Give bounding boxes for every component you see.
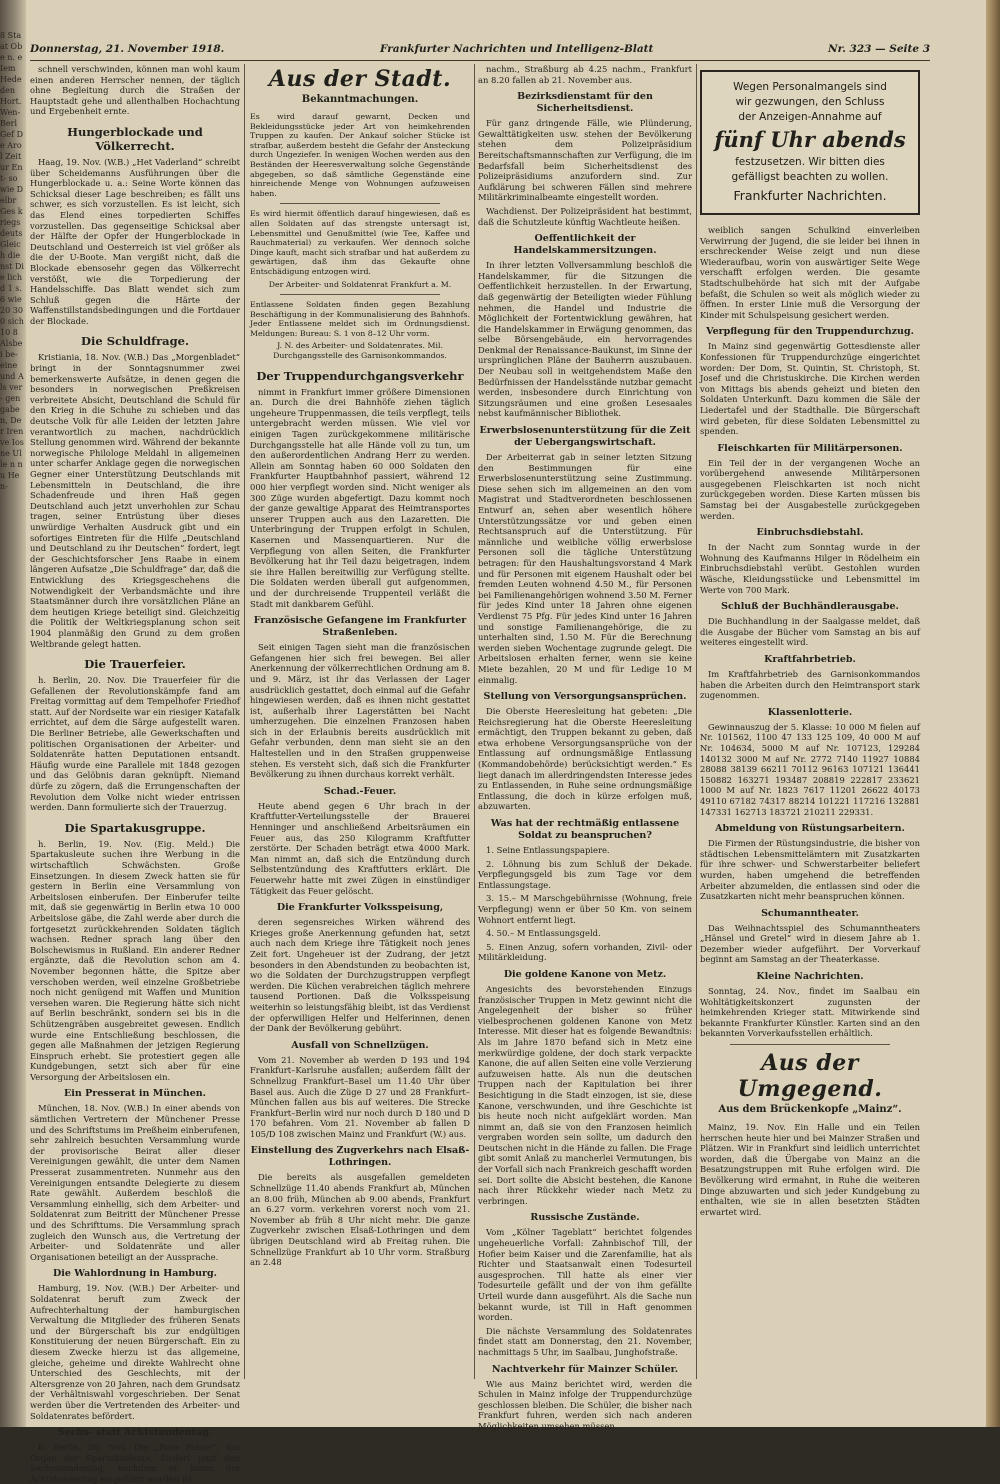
list-item: 1. Seine Entlassungspapiere.: [486, 845, 610, 856]
article-text: In Mainz sind gegenwärtig Gottesdienste aller Konfessionen für Truppendurchzüge eingerichtet worden: Der Dom, St. Quintin, St. Christoph, St. Josef und die Christuskirche. Die Kirchen werden von Mittags bis abends geheizt und bieten den Soldaten Unterkunft. Dazu kommen die Säle der Liedertafel und der Stadthalle. Die Bürgerschaft wird gebeten, für diese Soldaten Lebensmittel zu spenden.: [700, 341, 920, 437]
article-text: Mainz, 19. Nov. Ein Halle und ein Teilen herrschen heute hier und bei Mainzer Straßen und Plätzen. Wir in Frankfurt sind leidlich unterrichtet worden, daß die Übergabe von Mainz an die Besatzungstruppen mit Ruhe erfolgen wird. Die Bevölkerung wird ermahnt, in Ruhe die weiteren Dinge abzuwarten und sich jeder Kundgebung zu enthalten, wie sie in allen besetzten Städten erwartet wird.: [700, 1122, 920, 1217]
column-rule: [244, 64, 245, 1379]
article-heading: Ein Presserat in München.: [64, 1088, 206, 1100]
list-item: 4. 50.– M Entlassungsgeld.: [486, 928, 601, 939]
header-page-number: Nr. 323 — Seite 3: [828, 43, 930, 55]
article-heading: Französische Gefangene im Frankfurter Straßenleben.: [253, 615, 467, 639]
article-text: Sonntag, 24. Nov., findet im Saalbau ein Wohltätigkeitskonzert zugunsten der heimkehrenden Krieger statt. Mitwirkende sind bekannte Frankfurter Künstler. Karten sind an den bekannten Vorverkaufsstellen erhältlich.: [700, 986, 920, 1039]
article-heading: Fleischkarten für Militärpersonen.: [717, 442, 903, 454]
article-heading: Die goldene Kanone von Metz.: [503, 968, 667, 980]
article-text: Seit einigen Tagen sieht man die französischen Gefangenen hier sich frei bewegen. Bei aller Anerkennung der völkerrechtlichen Ordnung am 8. und 9. März, ist ihr das Verlassen der Lager ausdrücklich gestattet, doch einmal auf die Gefahr hingewiesen werden, daß es ihnen nicht gestattet ist, außerhalb ihrer Lagerstätten bei Nacht umherzugehen. Die einzelnen Franzosen haben sich in der Erlaubnis bereits ausdrücklich mit Gefahr verbunden, denn man sieht sie an den Haltestellen und in den Straßen gruppenweise stehen. Es versteht sich, daß sich die Frankfurter Bevölkerung zu ihnen durchaus korrekt verhält.: [250, 642, 470, 780]
section-subtitle: Aus dem Brückenkopfe „Mainz“.: [718, 1104, 902, 1116]
column-rule: [474, 64, 475, 1379]
article-text: deren segensreiches Wirken während des Krieges große Anerkennung gefunden hat, setzt auch nach dem Kriege ihre Tätigkeit noch jenes Zeit fort. Ungeheuer ist der Zudrang, der jetzt besonders in den Abendstunden zu beobachten ist, wo die Soldaten der Durchzugstruppen verpflegt werden. Die Küchen verabreichen täglich mehrere tausend Portionen. Daß die Volksspeisung weiterhin so leistungsfähig bleibt, ist das Verdienst der opferwilligen Helfer und Helferinnen, denen der Dank der Bevölkerung gebührt.: [250, 917, 470, 1034]
ad-brand: Frankfurter Nachrichten.: [733, 188, 887, 203]
article-text: Vom 21. November ab werden D 193 und 194 Frankfurt–Karlsruhe ausfallen; außerdem fällt der Schnellzug Frankfurt–Basel um 11.40 Uhr über Basel aus. Auch die Züge D 27 und 28 Frankfurt–München fallen aus bis auf weiteres. Die Strecke Frankfurt–Berlin wird nur noch durch D 180 und D 170 befahren. Vom 21. November ab fallen D 105/D 108 zwischen Mainz und Frankfurt (W.) aus.: [250, 1054, 470, 1139]
article-text: nachm., Straßburg ab 4.25 nachm., Frankfurt an 8.20 fallen ab 21. November aus.: [478, 64, 692, 85]
article-heading: Klassenlotterie.: [767, 706, 853, 718]
article-text: Die Oberste Heeresleitung hat gebeten: „Die Reichsregierung hat die Oberste Heeresleitung ermächtigt, den Truppen bekannt zu geben, daß etwa erhobene Versorgungsansprüche von der Entlassung auf ordnungsmäßige Entlassung (Kommandobehörde) berücksichtigt werden.“ Es liegt danach im allerdringendsten Interesse jedes zu Entlassenden, in Ruhe seine ordnungsmäßige Entlassung, die doch in kürze erfolgen muß, abzuwarten.: [478, 706, 692, 812]
article-heading: Abmeldung von Rüstungsarbeitern.: [715, 823, 905, 835]
separator: [730, 1044, 890, 1045]
article-text: h. Berlin, 20. Nov. Die Trauerfeier für die Gefallenen der Revolutionskämpfe fand am Freitag vormittag auf dem Tempelhofer Friedhof statt. Auf der Nordseite war ein riesiger Katafalk errichtet, auf dem die Särge aufgestellt waren. Die Berliner Betriebe, alle Gewerkschaften und politischen Organisationen der Arbeiter- und Soldatenräte hatten Deputationen entsandt. Häufig wurde eine Parallele mit 1848 gezogen und das Gelöbnis daran geknüpft. Niemand dürfe zu zögern, daß die Errungenschaften der Revolution dem Volke nicht wieder entrissen werden. Dann formulierte sich der Trauerzug.: [30, 675, 240, 813]
separator: [280, 203, 440, 204]
ad-line: festzusetzen. Wir bitten dies: [735, 156, 885, 168]
column-1: [30, 64, 240, 1484]
notice-text: Es wird hiermit öffentlich darauf hingewiesen, daß es allen Soldaten auf das strengste untersagt ist, Lebensmittel und Genußmittel (wie Tee, Kaffee und Rauchmaterial) zu verkaufen. Wer dennoch solche Dinge kauft, macht sich strafbar und hat außerdem zu gewärtigen, daß ihm das Gekaufte ohne Entschädigung entzogen wird.: [250, 209, 470, 276]
notice-signature: J. N. des Arbeiter- und Soldatenrates. Mil. Durchgangsstelle des Garnisonkommandos.: [273, 341, 447, 361]
article-heading: Schluß der Buchhändlerausgabe.: [721, 601, 899, 613]
article-text: Wie aus Mainz berichtet wird, werden die Schulen in Mainz infolge der Truppendurchzüge geschlossen bleiben. Die Schüler, die bisher nach Frankfurt fuhren, werden sich nach anderen Möglichkeiten umsehen müssen.: [478, 1378, 692, 1431]
separator: [280, 294, 440, 295]
article-heading: Stellung von Versorgungsansprüchen.: [483, 691, 687, 703]
article-heading: Kraftfahrbetrieb.: [764, 654, 856, 665]
notice-text: Entlassene Soldaten finden gegen Bezahlung Beschäftigung in der Kommunalisierung des Bahnhofs. Jeder Entlassene meldet sich im Ordnungsdienst. Meldungen: Bureau: S. 1 von 8–12 Uhr vorm.: [250, 300, 470, 338]
column-3: [478, 64, 692, 1431]
article-heading: Was hat der rechtmäßig entlassene Soldat zu beanspruchen?: [490, 818, 680, 842]
article-heading: Nachtverkehr für Mainzer Schüler.: [491, 1363, 679, 1375]
article-text: Ein Teil der in der vergangenen Woche an vorübergehend anwesende Militärpersonen ausgegebenen Fleischkarten ist noch nicht zurückgegeben worden. Diese Karten müssen bis Samstag bei der Ausgabestelle zurückgegeben werden.: [700, 457, 920, 521]
header-masthead: Frankfurter Nachrichten und Intelligenz-Blatt: [380, 43, 654, 55]
article-heading: Verpflegung für den Truppendurchzug.: [706, 326, 914, 338]
article-text: Haag, 19. Nov. (W.B.) „Het Vaderland“ schreibt über Scheidemanns Ausführungen über die Hungerblockade u. a.: Seine Worte können das Schicksal dieser Lage beschreiben; es fällt uns schwer, es sich vorzustellen. Es ist leicht, sich das Elend eines torpedierten Schiffes vorzustellen. Das gegenseitige Schicksal aber der Hälfte der Opfer der Hungerblockade in Deutschland und Oesterreich ist viel größer als die der U-Boote. Man vergißt nicht, daß die Blockade ebensosehr gegen das Völkerrecht verstößt, wie die Torpedierung der Handelsschiffe. Das Blatt wendet sich zum Schluß gegen die Härte der Waffenstillstandsbedingungen und die Fortdauer der Blockade.: [30, 156, 240, 326]
article-heading: Ausfall von Schnellzügen.: [291, 1039, 429, 1051]
article-heading: Schumanntheater.: [761, 907, 859, 919]
article-heading: Russische Zustände.: [530, 1212, 640, 1224]
article-heading: Sechs- statt Achtstundentag.: [57, 1427, 213, 1439]
article-text: weiblich sangen Schulkind einverleiben Verwirrung der Jugend, die sie leider bei ihnen in erschreckender Weise zeigt und nun diese Wiederaufbau, worin von auswärtiger Seite Wege verschafft erfolgen werden. Die gesamte Stadtschulbehörde hat sich mit der Aufgabe befaßt, die Schulen so weit als möglich wieder zu öffnen. In erster Linie muß die Versorgung der Kinder mit Schulspeisung gesichert werden.: [700, 225, 920, 320]
article-text: Die bereits als ausgefallen gemeldeten Schnellzüge 11.40 abends Frankfurt ab, München an 8.00 früh, München ab 9.00 abends, Frankfurt an 6.27 vorm. verkehren vorerst noch vom 21. November ab früh 8 Uhr nicht mehr. Die ganze Zugverkehr zwischen Elsaß-Lothringen und dem übrigen Deutschland wird ab Freitag ruhen. Die Schnellzüge Frankfurt ab 10 Uhr vorm. Straßburg an 2.48: [250, 1172, 470, 1268]
ad-line: Wegen Personalmangels sind: [733, 81, 887, 93]
ad-line: der Anzeigen-Annahme auf: [738, 111, 882, 123]
article-heading: Die Spartakusgruppe.: [64, 820, 206, 835]
list-item: 2. Löhnung bis zum Schluß der Dekade. Verpflegungsgeld bis zum Tage vor dem Entlassungstage.: [478, 858, 692, 890]
article-text: Heute abend gegen 6 Uhr brach in der Kraftfutter-Verteilungsstelle der Brauerei Henninger und anschließend Arbeitsräumen ein Feuer aus, das 250 Kilogramm Kraftfutter zerstörte. Der Schaden beträgt etwa 4000 Mark. Man nimmt an, daß sich die Entzündung durch Selbstentzündung des Kraftfutters erklärt. Die Feuerwehr hatte mit zwei Zügen in einstündiger Tätigkeit das Feuer gelöscht.: [250, 800, 470, 896]
list-item: 3. 15.– M Marschgebührnisse (Wohnung, freie Verpflegung) wenn er über 50 Km. von seinem Wohnort entfernt liegt.: [478, 893, 692, 925]
column-2: [250, 64, 470, 1379]
article-heading: Erwerbslosenunterstützung für die Zeit der Uebergangswirtschaft.: [479, 425, 691, 449]
notice-text: Es wird darauf gewarnt, Decken und Bekleidungsstücke jeder Art von heimkehrenden Truppen zu kaufen. Der Ankauf solcher Stücke ist strafbar, außerdem besteht die Gefahr der Ansteckung durch Ungeziefer. In wenigen Wochen werden aus den Beständen der Heeresverwaltung solche Gegenstände abgegeben, so daß sämtliche Gegenstände eine hinreichende Menge von Wohnungen aufzuweisen haben.: [250, 112, 470, 198]
column-4: [700, 64, 920, 1379]
article-text: h. Berlin, 20. Nov. Die „Rote Fahne“, das Organ der Spartakusleute, fordert jetzt den Sechsstundentag, nachdem er kaum der Achtstundentag eingeführt worden ist.: [30, 1442, 240, 1484]
article-text: Angesichts des bevorstehenden Einzugs französischer Truppen in Metz gewinnt nicht die Angelegenheit der bisher so früher vielbesprochenen goldenen Kanone von Metz Interesse. Mit dieser hat es folgende Bewandtnis: Als im Jahre 1870 befand sich in Metz eine merkwürdige goldene, der doch stark verpackte Kanone, die auf allen Seiten eine volle Verzierung aufzuweisen hatte. Als nun die deutschen Truppen nach der Kapitulation bei ihrer Besichtigung in die Stadt einzogen, ist sie, diese Kanone, verschwunden, und ihre Geschichte ist bis heute noch nicht aufgeklärt worden. Man nimmt an, daß sie von den Franzosen heimlich vergraben worden sein sollte, um dadurch den Deutschen nicht in die Hände zu fallen. Die Frage gibt somit Anlaß zu mancherlei Vermutungen, bis der Vorfall sich nach Frankreich geschafft worden sei. Dort sollte die Absicht bestehen, die Kanone nach ihrer Rückkehr wieder nach Metz zu verbringen.: [478, 983, 692, 1206]
article-text: In ihrer letzten Vollversammlung beschloß die Handelskammer, für die Sitzungen die Oeffentlichkeit herzustellen. In der Erwartung, daß gegenwärtig der Beteiligten wieder Fühlung nehmen, die Handel und Industrie die Möglichkeit der Fortentwicklung gewähren, hat die Handelskammer in Erwägung genommen, das selbe Börsengebäude, ein hervorragendes Denkmal der Renaissance-Baukunst, im Sinne der ursprünglichen Pläne der Bauherrn auszubauen. Der Neubau soll in weitgehendstem Maße den Bedürfnissen der Handelsstände nutzbar gemacht werden, insbesondere durch Einrichtung von Sitzungsräumen und eine großen Lesesaales nebst kaufmännischer Bibliothek.: [478, 260, 692, 419]
ad-line: wir gezwungen, den Schluss: [735, 96, 885, 108]
section-title: Aus der Stadt.: [268, 66, 452, 92]
article-text: nimmt in Frankfurt immer größere Dimensionen an. Durch die drei Bahnhöfe ziehen täglich ungeheure Truppenmassen, die teils verpflegt, teils untergebracht werden müssen. Wie viel vor einigen Tagen zurückgekommene militärische Durchgangsstelle hat alle Hände voll zu tun, um den außerordentlichen Andrang Herr zu werden. Allein am Sonntag haben 60 000 Soldaten den Frankfurter Hauptbahnhof passiert, während 12 000 hier verpflegt worden sind. Nicht weniger als 300 Züge wurden abgefertigt. Dazu kommt noch der ganze gewaltige Apparat des Heimtransportes unserer Truppen auch aus den Lazaretten. Die Unterbringung der Truppen erfolgt in Schulen, Kasernen und Massenquartieren. Nur die Verpflegung von allen Seiten, die Frankfurter Bevölkerung hat ihr Teil dazu beigetragen, indem sie ihre Hallen bereitwillig zur Verfügung stellte. Die Soldaten werden überall gut aufgenommen, und der durchreisende Truppenteil verläßt die Stadt mit dankbarem Gefühl.: [250, 386, 470, 609]
section-title: Aus der Umgegend.: [737, 1050, 883, 1103]
article-text: Das Weihnachtsspiel des Schumanntheaters „Hänsel und Gretel“ wird in diesem Jahre ab 1. Dezember wieder aufgeführt. Der Vorverkauf beginnt am Samstag an der Theaterkasse.: [700, 922, 920, 965]
ad-headline: fünf Uhr abends: [714, 127, 906, 152]
article-heading: Die Wahlordnung in Hamburg.: [53, 1268, 217, 1280]
article-text: Für ganz dringende Fälle, wie Plünderung, Gewalttätigkeiten usw. stehen der Bevölkerung stehen dem Polizeipräsidium Bereitschaftsmannschaften zur Verfügung, die im Bedarfsfall beim Sicherheitsdienst des Polizeipräsidiums anzufordern sind. Zur Aufklärung bei schweren Fällen sind mehrere Militärkriminalbeamte eingestellt worden.: [478, 118, 692, 203]
article-text: Wachdienst. Der Polizeipräsident hat bestimmt, daß die Schutzleute künftig Wachtleute heißen.: [478, 205, 692, 227]
article-text: In der Nacht zum Sonntag wurde in der Wohnung des Kaufmanns Hilger in Rödelheim ein Einbruchsdiebstahl verübt. Gestohlen wurden Wäsche, Kleidungsstücke und Lebensmittel im Werte von 700 Mark.: [700, 542, 920, 595]
article-text: Die Firmen der Rüstungsindustrie, die bisher von städtischen Lebensmittelämtern mit Zusatzkarten für ihre schwer- und Schwerstarbeiter beliefert wurden, haben umgehend die betreffenden Arbeiter abzumelden, die entlassen sind oder die Zusatzkarten nicht mehr beanspruchen können.: [700, 838, 920, 902]
notice-signature: Der Arbeiter- und Soldatenrat Frankfurt a. M.: [268, 279, 452, 289]
article-heading: Kleine Nachrichten.: [756, 971, 864, 983]
section-subtitle: Bekanntmachungen.: [301, 94, 419, 105]
article-text: Vom „Kölner Tageblatt“ berichtet folgendes ungeheuerliche Vorfall: Zahnbischof Till, der Hofier beim Kaiser und die Zarenfamilie, hat als Richter und Staatsanwalt einen Todesurteil ausgesprochen. Till hatte als einer vier Todesurteile gefällt und der von ihm gefällte Urteil wurde dann ausgeführt. Als die Sache nun bekannt wurde, ist Till in Haft genommen worden.: [478, 1227, 692, 1323]
article-text: schnell verschwinden, können man wohl kaum einen anderen Herrscher nennen, der täglich ohne Begleitung durch die Straßen der Hauptstadt gehe und allenthalben Hochachtung und Ergebenheit ernte.: [30, 64, 240, 117]
article-heading: Bezirksdienstamt für den Sicherheitsdienst.: [517, 91, 653, 115]
article-heading: Die Schuldfrage.: [81, 334, 189, 349]
article-heading: Die Trauerfeier.: [84, 657, 186, 672]
column-rule: [696, 64, 697, 1379]
article-heading: Einbruchsdiebstahl.: [756, 527, 864, 539]
ad-line: gefälligst beachten zu wollen.: [731, 171, 889, 183]
article-heading: Hungerblockade und Völkerrecht.: [67, 124, 203, 153]
article-text: Im Kraftfahrbetrieb des Garnisonkommandos haben die Arbeiten durch den Heimtransport stark zugenommen.: [700, 669, 920, 701]
article-heading: Die Frankfurter Volksspeisung,: [276, 902, 444, 914]
previous-page-margin-text: 8 Staat Obe n. e Iem Hede den Hort. Wen- Berl Gef De Arol Zeitur Ent- sowie Delbr Ges kriegs deuts Gleich dienst Die lich d 1 s. 6 wie 20 300 sich 10 8 Alsbei be- eine und Als ver- gen gabe n, Der Iren ve Iosne Ulle n nu Hen-: [0, 31, 24, 491]
article-heading: Oeffentlichkeit der Handelskammersitzungen.: [513, 233, 657, 257]
article-text: München, 18. Nov. (W.B.) In einer abends von sämtlichen Vertretern der Münchener Presse und des Schriftstums im Preßheim einberufenen, sehr zahlreich besuchten Versammlung wurde der provisorische Beirat aller dieser Vereinigungen gewählt, die unter dem Namen Presserat zusammentreten. Nunmehr aus den Vereinigungen entsandte Delegierte zu diesem Rate gewählt. Außerdem beschloß die Versammlung einhellig, sich dem Arbeiter- und Soldatenrat zum Beitritt der Münchener Presse und des Schrifttums. Die Versammlung sprach zugleich den Wunsch aus, die Vertretung der Arbeiter- und Soldatenräte und aller Organisationen beteiligt an der Aussprache.: [30, 1103, 240, 1262]
article-text: h. Berlin, 19. Nov. (Eig. Meld.) Die Spartakusleute suchen ihre Werbung in die wirtschaftlich Schwächsten. Große Einsetzungen. In diesem Zweck hatten sie für gestern in Berlin eine Versammlung von Arbeitslosen einberufen. Der Einberufer teilte mit, daß sie gegenwärtig in Berlin etwa 10 000 Arbeitslose gäbe, die Zahl werde aber durch die fortgesetzt zurückkehrenden Soldaten täglich wachsen. Redner sprach lang über den Bolschewismus in Rußland. Ein anderer Redner ergänzte, daß die Revolution schon am 4. November begonnen hätte, die Spitze aber verschoben werden, weil einzelne Großbetriebe noch nicht genügend mit Waffen und Munition versehen waren. Die Regierung hätte sich nicht auf Berlin beschränkt, sondern sei bis in die Schützengräben ausgebreitet gewesen. Endlich wurde eine Entschließung beschlossen, die gegen alle Maßnahmen der jetzigen Regierung Einspruch erhebt. Sie protestiert gegen alle Kundgebungen, setzt sich aber für eine Versorgung der Arbeitslosen ein.: [30, 838, 240, 1082]
page-header: [30, 40, 930, 61]
article-text: Der Arbeiterrat gab in seiner letzten Sitzung den Bestimmungen für eine Erwerbslosenunterstützung seine Zustimmung. Diese sehen sich im allgemeinen an den vom Magistrat und Stadtverordneten beschlossenen Entwurf an, sehen aber wesentlich höhere Unterstützungssätze vor und geben einen Rechtsanspruch auf die Unterstützung. Für männliche und weibliche völlig erwerbslose Personen soll die tägliche Unterstützung betragen: für den Haushaltungsvorstand 4 Mark und für Personen mit eigenem Haushalt oder bei fremden Leuten wohnend 4.50 M., für Personen bei Familienangehörigen wohnend 3.50 M. Ferner für jedes Kind unter 18 Jahren ohne eigenen Verdienst 75 Pfg. Für jedes Kind unter 16 Jahren und sonstige Familienangehörige, die zu unterhalten sind, 1.50 M. Für die Berechnung werden sieben Wochentage zugrunde gelegt. Die Arbeitslosen erhalten ferner, wenn sie keine Miete bezahlen, 20 M und für Ledige 10 M einmalig.: [478, 452, 692, 685]
article-heading: Der Truppendurchgangsverkehr: [256, 368, 464, 383]
article-heading: Einstellung des Zugverkehrs nach Elsaß-Lothringen.: [250, 1145, 470, 1169]
article-text: Kristiania, 18. Nov. (W.B.) Das „Morgenbladet“ bringt in der Sonntagsnummer zwei bemerkenswerte Aufsätze, in denen gegen die besonders in norwegischen Preßkreisen verbreitete Absicht, Deutschland die Schuld für den Krieg in die Schuhe zu schieben und das deutsche Volk für alle Leiden der letzten Jahre verantwortlich zu machen, nachdrücklich Stellung genommen wird. Während der bekannte norwegische Philologe Meldahl in allgemeinen unter scharfer Anklage gegen die norwegischen Gegner einer Unterstützung Deutschlands mit Lebensmitteln in Deutschland, die ihre Schadenfreude und ihren Haß gegen Deutschland auch jetzt unverhohlen zur Schau tragen, seiner Entrüstung über dieses unwürdige Verhalten Ausdruck gibt und ein sofortiges Eintreten für die Hilfe „Deutschland und Deutschland zu ihr Deutschen“ fordert, legt der Geschichtsforscher Jens Raabe in einem längeren Aufsatze „Die Schuldfrage“ dar, daß die Entwicklung des Kriegsgeschehens die Notwendigkeit der Verbandsmächte und ihre Staatsmänner durch ihre vorsätzlichen Pläne an dem heutigen Kriege beteiligt sind. Gleichzeitig die Politik der Weltkriegsplanung schon seit 1904 planmäßig den Grund zu dem großen Weltbrande gelegt hatten.: [30, 352, 240, 649]
article-text: Die nächste Versammlung des Soldatenrates findet statt am Donnerstag, den 21. November, nachmittags 5 Uhr, im Saalbau, Junghofstraße.: [478, 1325, 692, 1357]
article-text: Die Buchhandlung in der Saalgasse meldet, daß die Ausgabe der Bücher vom Samstag an bis auf weiteres eingestellt wird.: [700, 616, 920, 648]
article-text: Gewinnauszug der 5. Klasse: 10 000 M fielen auf Nr. 101562, 1100 47 133 125 109, 40 000 M auf Nr. 104634, 5000 M auf Nr. 107123, 129284 140132 3000 M auf Nr. 2772 7140 11927 10884 28088 38139 66211 70112 96163 107121 136441 150882 163271 193487 208819 222817 233621 1000 M auf Nr. 1823 7617 11201 26622 40173 49110 67182 74317 88214 101221 117216 132881 147331 162713 183721 210211 229331.: [700, 721, 920, 817]
article-text: Hamburg, 19. Nov. (W.B.) Der Arbeiter- und Soldatenrat beruft zum Zweck der Aufrechterhaltung der hamburgischen Verwaltung die Mitglieder des früheren Senats und der Bürgerschaft bis zur endgültigen Konstituierung der neuen Bürgerschaft. Ein zu diesem Zwecke hierzu ist das allgemeine, gleiche, geheime und direkte Wahlrecht ohne Unterschied des Geschlechts, mit der Altersgrenze von 20 Jahren, nach dem Grundsatz der Verhältniswahl vorgeschrieben. Der Senat werden über die Vertretenden des Arbeiter- und Soldatenrates befördert.: [30, 1283, 240, 1421]
advertisement-box: [700, 70, 920, 215]
list-item: 5. Einen Anzug, sofern vorhanden, Zivil- oder Militärkleidung.: [478, 941, 692, 963]
page-edge: [986, 0, 1000, 1427]
article-heading: Schad.-Feuer.: [323, 785, 397, 797]
header-date: Donnerstag, 21. November 1918.: [30, 43, 225, 55]
